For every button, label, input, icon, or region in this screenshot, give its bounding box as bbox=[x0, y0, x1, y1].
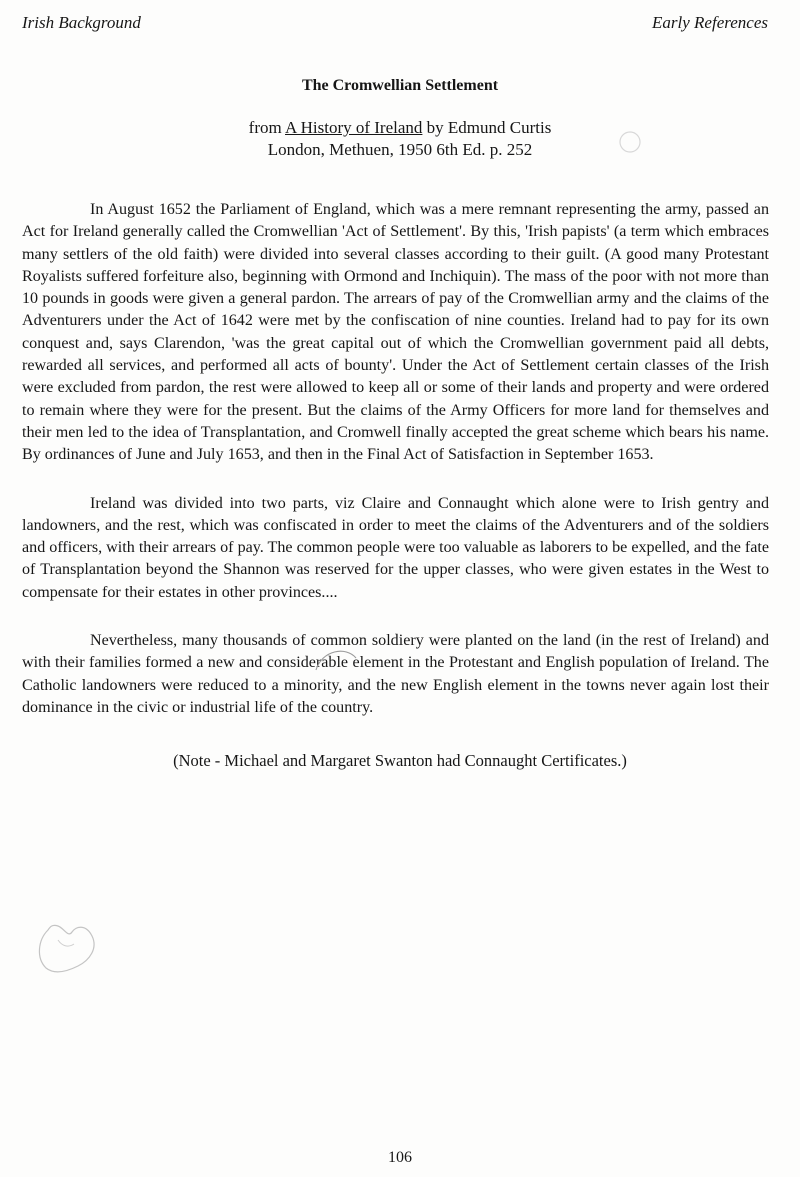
running-head-left: Irish Background bbox=[22, 13, 141, 32]
running-head-right: Early References bbox=[652, 13, 768, 32]
source-publication: London, Methuen, 1950 6th Ed. p. 252 bbox=[267, 140, 533, 159]
page-number: 106 bbox=[388, 1149, 412, 1166]
source-citation bbox=[0, 117, 800, 161]
source-from: from bbox=[248, 118, 286, 137]
footnote: (Note - Michael and Margaret Swanton had Connaught Certificates.) bbox=[173, 751, 627, 770]
source-author: by Edmund Curtis bbox=[422, 118, 552, 137]
paragraph-1: In August 1652 the Parliament of England, which was a mere remnant representing the army, passed an Act for Ireland generally called the Cromwellian 'Act of Settlement'. By this, 'Irish papists' (a term which embraces many settlers of the old faith) were divided into several classes according to their guilt. (A good many Protestant Royalists suffered forfeiture also, beginning with Ormond and Inchiquin). The mass of the poor with not more than 10 pounds in goods were given a general pardon. The arrears of pay of the Cromwellian army and the claims of the Adventurers under the Act of 1642 were met by the confiscation of nine counties. Ireland had to pay for its own conquest and, says Clarendon, 'was the great capital out of which the Cromwellian government paid all debts, rewarded all services, and performed all acts of bounty'. Under the Act of Settlement certain classes of the Irish were excluded from pardon, the rest were allowed to keep all or some of their lands and property and were ordered to remain where they were for the present. But the claims of the Army Officers for more land for themselves and their men led to the idea of Transplantation, and Cromwell finally accepted the great scheme which bears his name. By ordinances of June and July 1653, and then in the Final Act of Satisfaction in September 1653. bbox=[22, 201, 769, 464]
paragraph-2: Ireland was divided into two parts, viz Claire and Connaught which alone were to Irish gentry and landowners, and the rest, which was confiscated in order to meet the claims of the Adventurers and of the soldiers and officers, with their arrears of pay. The common people were too valuable as laborers to be expelled, and the fate of Transplantation beyond the Shannon was reserved for the upper classes, who were given estates in the West to compensate for their estates in other provinces.... bbox=[22, 494, 769, 601]
paragraph-3: Nevertheless, many thousands of common soldiery were planted on the land (in the rest of Ireland) and with their families formed a new and considerable element in the Protestant and English population of Ireland. The Catholic landowners were reduced to a minority, and the new English element in the towns never again lost their dominance in the civic or industrial life of the country. bbox=[22, 632, 769, 716]
source-line-1 bbox=[0, 117, 800, 139]
body-text bbox=[22, 199, 769, 745]
scan-mark-pencil-icon bbox=[28, 910, 103, 980]
document-title: The Cromwellian Settlement bbox=[301, 77, 499, 94]
source-book-title: A History of Ireland bbox=[285, 118, 423, 137]
